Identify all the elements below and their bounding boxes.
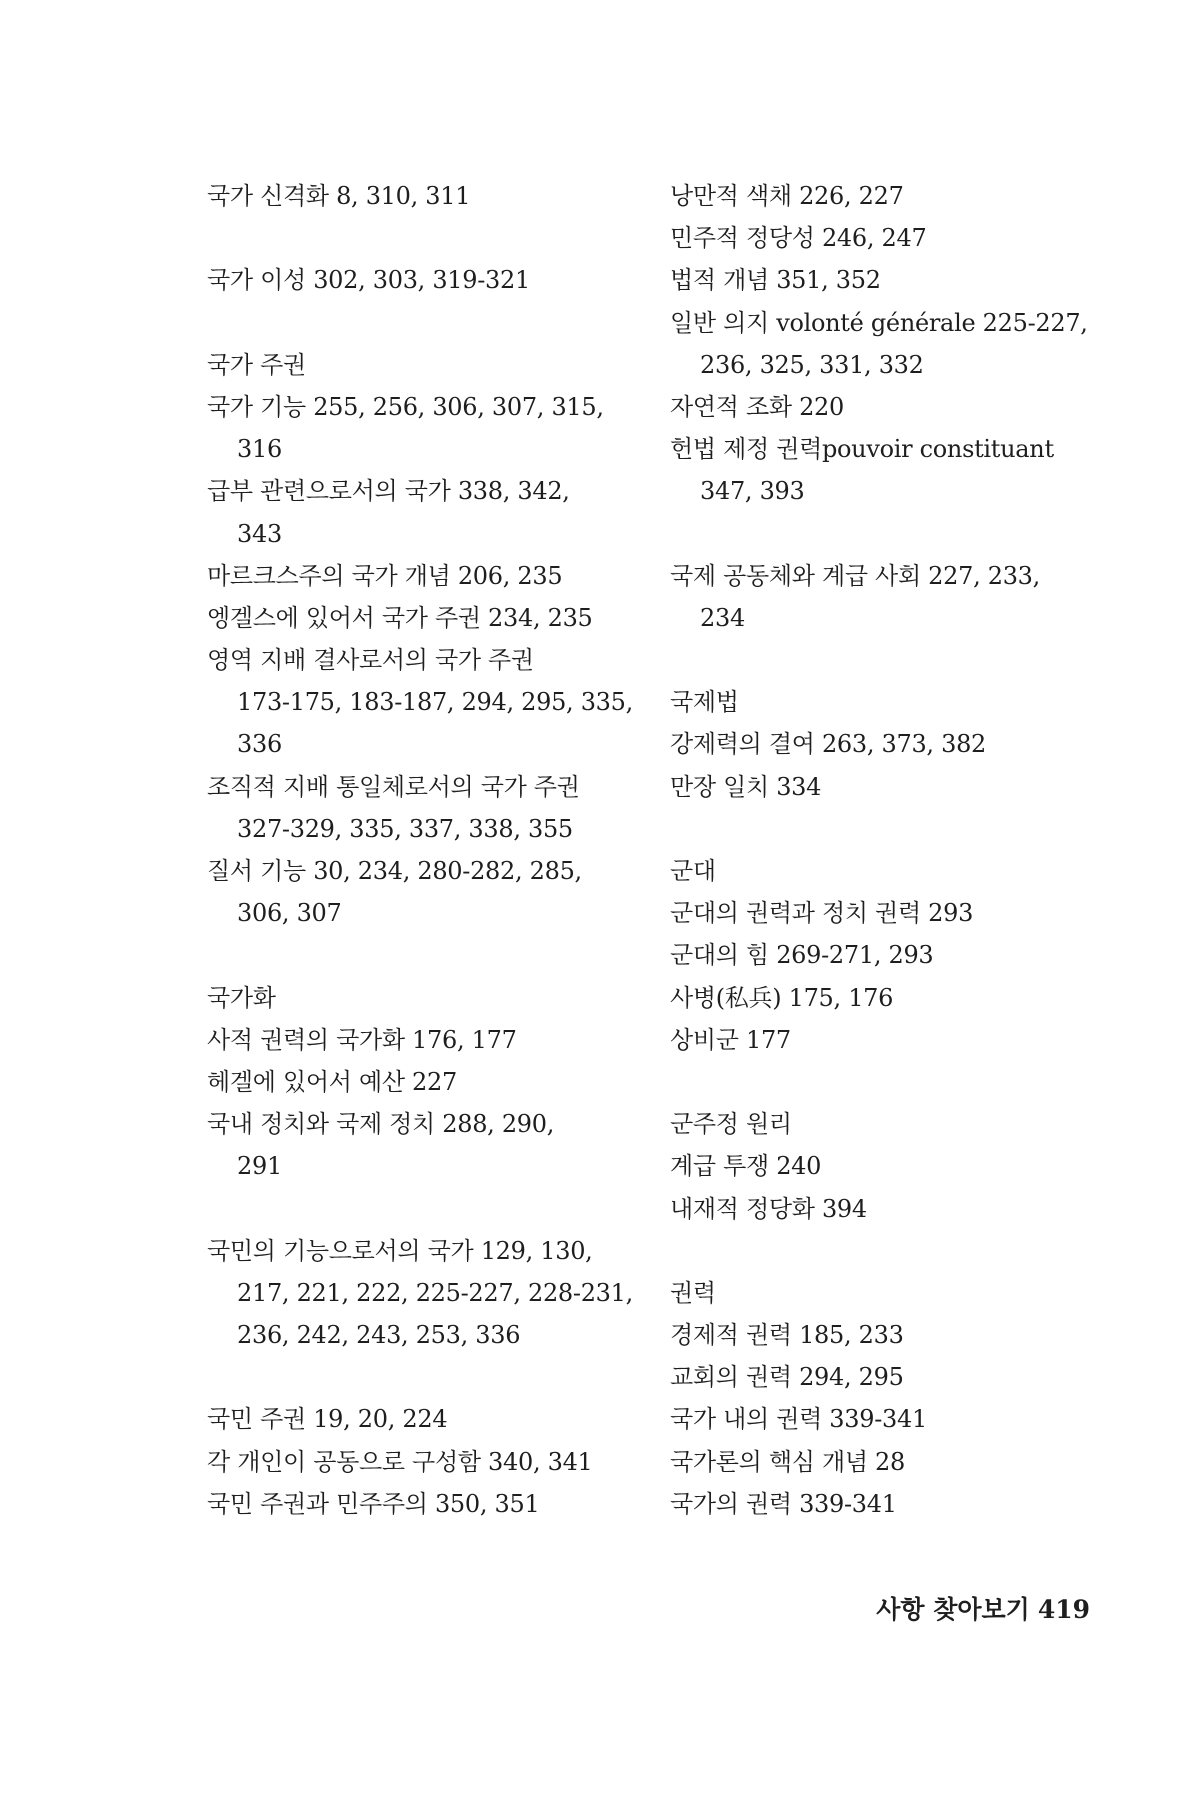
index-entry-line: 국제 공동체와 계급 사회 227, 233, [670, 561, 1040, 590]
index-entry-line: 국민 주권 19, 20, 224 [207, 1405, 448, 1434]
index-entry-line: 권력 [670, 1278, 716, 1307]
index-entry-line: 국가화 [207, 983, 276, 1012]
index-entry-line: 국민 주권과 민주주의 350, 351 [207, 1489, 540, 1518]
index-continuation-line: 347, 393 [700, 477, 805, 506]
blank-line [207, 217, 637, 259]
index-entry-line: 계급 투쟁 240 [670, 1152, 822, 1181]
index-entry-line: 국내 정치와 국제 정치 288, 290, [207, 1110, 555, 1139]
index-entry-line: 만장 일치 334 [670, 772, 822, 801]
index-column-right [670, 175, 1110, 1525]
index-entry-line: 경제적 권력 185, 233 [670, 1321, 904, 1350]
index-continuation-line: 236, 325, 331, 332 [700, 350, 924, 379]
blank-line [670, 1230, 1110, 1272]
index-column-left [207, 175, 637, 1525]
index-continuation-line: 236, 242, 243, 253, 336 [237, 1321, 521, 1350]
index-entry-line: 사병(私兵) 175, 176 [670, 983, 894, 1012]
index-entry-line: 조직적 지배 통일체로서의 국가 주권 [207, 772, 580, 801]
index-entry-line: 국가 주권 [207, 350, 306, 379]
index-continuation-line: 327-329, 335, 337, 338, 355 [237, 814, 573, 843]
index-entry-line: 국가 신격화 8, 310, 311 [207, 182, 471, 210]
running-footer-title: 사항 찾아보기 [876, 1595, 1030, 1624]
index-entry-line: 영역 지배 결사로서의 국가 주권 [207, 646, 534, 675]
index-entry-line: 급부 관련으로서의 국가 338, 342, [207, 477, 570, 506]
index-entry-line: 국민의 기능으로서의 국가 129, 130, [207, 1236, 593, 1265]
index-entry-line: 사적 권력의 국가화 176, 177 [207, 1025, 517, 1054]
index-entry-line: 민주적 정당성 246, 247 [670, 224, 927, 253]
blank-line [207, 302, 637, 344]
blank-line [670, 513, 1110, 555]
index-entry-line: 군대의 권력과 정치 권력 293 [670, 899, 974, 928]
blank-line [207, 934, 637, 976]
index-entry-line: 군대의 힘 269-271, 293 [670, 941, 934, 970]
index-entry-line: 내재적 정당화 394 [670, 1194, 867, 1223]
index-entry-line: 법적 개념 351, 352 [670, 266, 881, 295]
index-continuation-line: 343 [237, 519, 282, 548]
index-entry-line: 자연적 조화 220 [670, 392, 844, 421]
blank-line [670, 808, 1110, 850]
index-continuation-line: 173-175, 183-187, 294, 295, 335, [237, 688, 633, 717]
index-entry-line: 엥겔스에 있어서 국가 주권 234, 235 [207, 603, 593, 632]
index-continuation-line: 217, 221, 222, 225-227, 228-231, [237, 1278, 633, 1307]
page-number: 419 [1037, 1595, 1090, 1624]
index-entry-line: 각 개인이 공동으로 구성함 340, 341 [207, 1447, 593, 1476]
page-footer [830, 1590, 1090, 1630]
blank-line [207, 1188, 637, 1230]
blank-line [207, 1356, 637, 1398]
blank-line [670, 1061, 1110, 1103]
index-entry-line: 군대 [670, 857, 716, 885]
index-entry-line: 헤겔에 있어서 예산 227 [207, 1067, 457, 1096]
index-entry-line: 낭만적 색채 226, 227 [670, 182, 904, 210]
index-entry-line: 국가론의 핵심 개념 28 [670, 1447, 905, 1476]
index-entry-line: 상비군 177 [670, 1025, 791, 1054]
index-entry-line: 마르크스주의 국가 개념 206, 235 [207, 561, 563, 590]
index-continuation-line: 291 [237, 1152, 282, 1181]
index-entry-line: 국가 이성 302, 303, 319-321 [207, 266, 530, 295]
index-continuation-line: 336 [237, 730, 282, 759]
index-entry-line: 헌법 제정 권력pouvoir constituant [670, 435, 1054, 464]
index-continuation-line: 316 [237, 435, 282, 464]
index-entry-line: 일반 의지 volonté générale 225-227, [670, 308, 1088, 337]
index-continuation-line: 234 [700, 603, 745, 632]
index-entry-line: 질서 기능 30, 234, 280-282, 285, [207, 857, 582, 885]
index-entry-line: 군주정 원리 [670, 1110, 792, 1139]
index-entry-line: 국가 기능 255, 256, 306, 307, 315, [207, 392, 604, 421]
index-entry-line: 국가의 권력 339-341 [670, 1489, 897, 1518]
blank-line [670, 639, 1110, 681]
index-entry-line: 강제력의 결여 263, 373, 382 [670, 730, 987, 759]
index-entry-line: 교회의 권력 294, 295 [670, 1363, 904, 1392]
index-entry-line: 국제법 [670, 688, 739, 717]
index-entry-line: 국가 내의 권력 339-341 [670, 1405, 927, 1434]
index-continuation-line: 306, 307 [237, 899, 342, 928]
